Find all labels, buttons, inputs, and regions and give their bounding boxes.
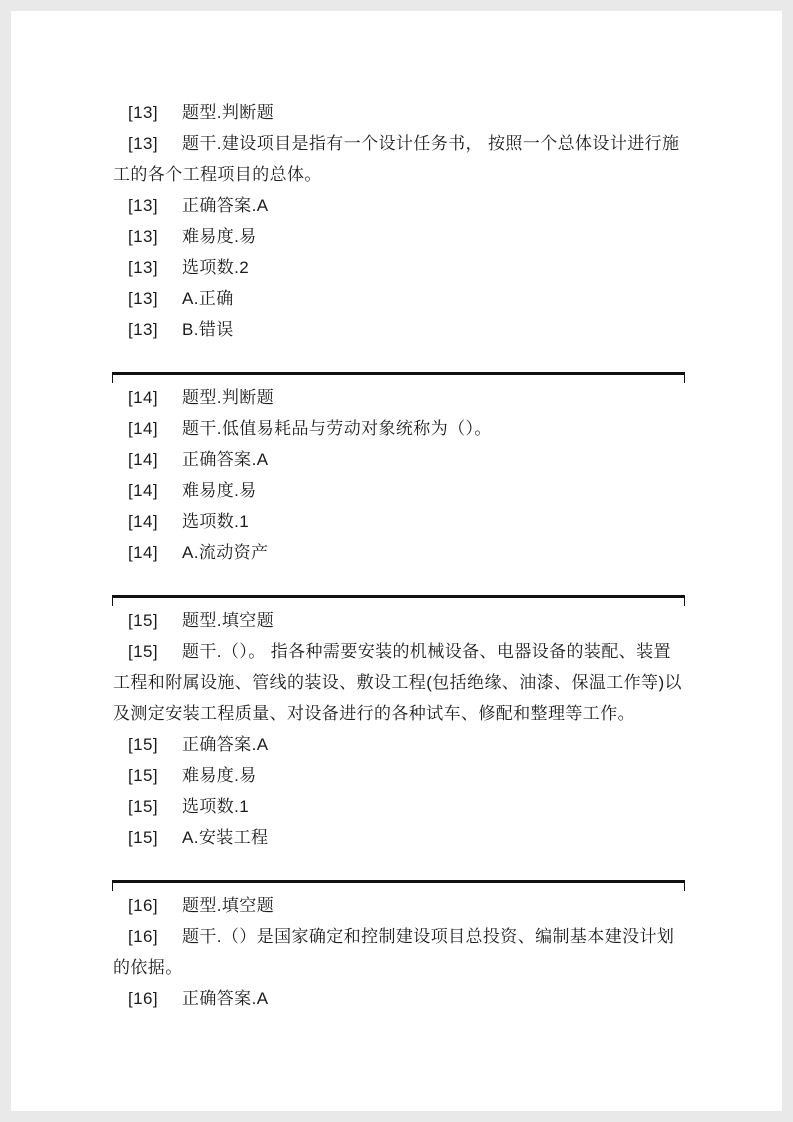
question-number: [13]	[128, 289, 158, 308]
question-number: [16]	[128, 927, 158, 946]
question-number: [15]	[128, 611, 158, 630]
field-text: 选项数.1	[181, 797, 250, 816]
question-field-row	[113, 822, 685, 853]
divider-right-tick	[684, 883, 685, 891]
question-number: [13]	[128, 320, 158, 339]
field-text: 选项数.2	[181, 258, 250, 277]
question-field-row	[113, 221, 685, 252]
divider-left-tick	[112, 883, 113, 891]
field-text: A.安装工程	[181, 828, 269, 847]
field-text: 正确答案.A	[181, 989, 269, 1008]
section-divider	[112, 372, 685, 375]
question-field-row	[113, 252, 685, 283]
question-field-row	[113, 190, 685, 221]
question-field-row	[113, 791, 685, 822]
question-field-row	[113, 760, 685, 791]
section-divider	[112, 880, 685, 883]
question-field-row	[113, 475, 685, 506]
field-text: A.正确	[181, 289, 234, 308]
field-text: A.流动资产	[181, 543, 269, 562]
field-text: 题干.（）是国家确定和控制建设项目总投资、编制基本建没计划的依据。	[113, 927, 675, 977]
divider-left-tick	[112, 598, 113, 606]
field-text: 难易度.易	[181, 227, 257, 246]
field-text: 题型.判断题	[181, 103, 275, 122]
question-number: [16]	[128, 896, 158, 915]
field-text: 题型.填空题	[181, 896, 275, 915]
question-field-row	[113, 983, 685, 1014]
question-field-row	[113, 314, 685, 345]
field-text: 正确答案.A	[181, 735, 269, 754]
field-text: 难易度.易	[181, 481, 257, 500]
field-text: 题干.（）。 指各种需要安装的机械设备、电器设备的装配、装置工程和附属设施、管线的装设、敷设工程(包括绝缘、油漆、保温工作等)以及测定安装工程质量、对设备进行的各种试车、修配和整理等工作。	[113, 642, 682, 723]
question-number: [13]	[128, 196, 158, 215]
field-text: 正确答案.A	[181, 196, 269, 215]
question-list	[113, 97, 685, 1014]
question-number: [14]	[128, 450, 158, 469]
question-number: [16]	[128, 989, 158, 1008]
divider-left-tick	[112, 375, 113, 383]
field-text: 难易度.易	[181, 766, 257, 785]
field-text: 题型.判断题	[181, 388, 275, 407]
field-text: B.错误	[181, 320, 234, 339]
question-field-row	[113, 283, 685, 314]
question-number: [15]	[128, 766, 158, 785]
field-text: 题型.填空题	[181, 611, 275, 630]
question-number: [14]	[128, 512, 158, 531]
question-field-row	[113, 921, 685, 983]
divider-right-tick	[684, 375, 685, 383]
document-page	[11, 11, 782, 1111]
question-number: [14]	[128, 481, 158, 500]
question-number: [14]	[128, 419, 158, 438]
question-field-row	[113, 890, 685, 921]
question-number: [15]	[128, 828, 158, 847]
divider-right-tick	[684, 598, 685, 606]
question-number: [13]	[128, 227, 158, 246]
question-field-row	[113, 636, 685, 729]
question-field-row	[113, 128, 685, 190]
question-field-row	[113, 97, 685, 128]
question-field-row	[113, 444, 685, 475]
question-field-row	[113, 605, 685, 636]
question-field-row	[113, 382, 685, 413]
question-number: [13]	[128, 258, 158, 277]
question-number: [13]	[128, 134, 158, 153]
question-number: [13]	[128, 103, 158, 122]
question-field-row	[113, 537, 685, 568]
section-divider	[112, 595, 685, 598]
question-number: [15]	[128, 642, 158, 661]
question-field-row	[113, 506, 685, 537]
field-text: 选项数.1	[181, 512, 250, 531]
question-number: [15]	[128, 797, 158, 816]
field-text: 题干.建设项目是指有一个设计任务书， 按照一个总体设计进行施工的各个工程项目的总体。	[113, 134, 680, 184]
field-text: 正确答案.A	[181, 450, 269, 469]
field-text: 题干.低值易耗品与劳动对象统称为（）。	[181, 419, 492, 438]
question-field-row	[113, 413, 685, 444]
question-number: [14]	[128, 388, 158, 407]
question-field-row	[113, 729, 685, 760]
question-number: [15]	[128, 735, 158, 754]
question-number: [14]	[128, 543, 158, 562]
